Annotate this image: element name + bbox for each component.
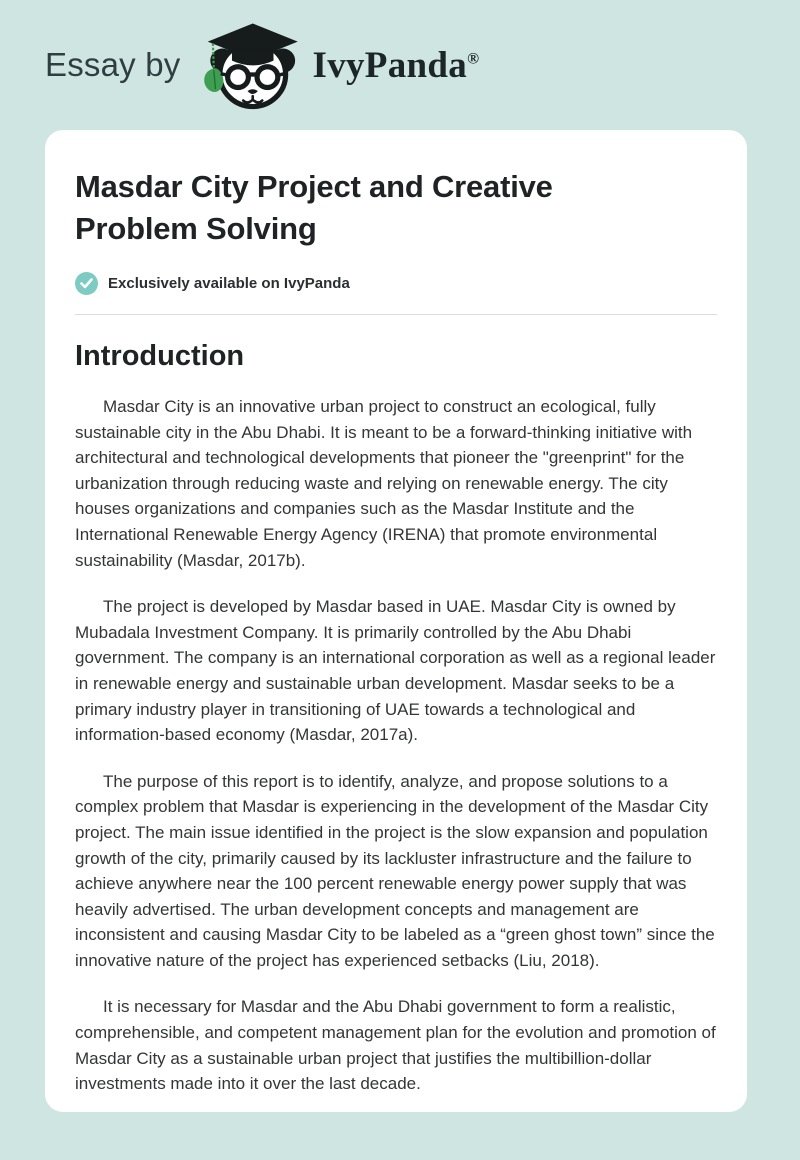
essay-body — [75, 394, 717, 1097]
paragraph-2: The project is developed by Masdar based in UAE. Masdar City is owned by Mubadala Investment Company. It is primarily controlled by the Abu Dhabi government. The company is an international corporation as well as a regional leader in renewable energy and sustainable urban development. Masdar seeks to be a primary industry player in transitioning of UAE towards a technological and information-based economy (Masdar, 2017a). — [75, 597, 716, 745]
divider — [75, 314, 717, 315]
brand-wordmark — [313, 44, 480, 87]
panda-graduate-icon — [199, 20, 303, 110]
essay-by-label: Essay by — [45, 46, 181, 83]
registered-mark: ® — [467, 50, 480, 68]
paragraph-1: Masdar City is an innovative urban project to construct an ecological, fully sustainable city in the Abu Dhabi. It is meant to be a forward-thinking initiative with architectural and technological developments that pioneer the "greenprint" for the urbanization through reducing waste and relying on renewable energy. The city houses organizations and companies such as the Masdar Institute and the International Renewable Energy Agency (IRENA) that promote environmental sustainability (Masdar, 2017b). — [75, 397, 693, 570]
essay-card — [45, 130, 747, 1112]
check-icon — [75, 272, 98, 295]
brand-text: IvyPanda — [312, 44, 468, 86]
exclusive-badge — [75, 272, 717, 295]
paragraph-4: It is necessary for Masdar and the Abu Dhabi government to form a realistic, comprehensible, and competent management plan for the evolution and promotion of Masdar City as a sustainable urban project that justifies the multibillion-dollar investments made into it over the last decade. — [75, 997, 716, 1094]
paragraph-3: The purpose of this report is to identify, analyze, and propose solutions to a complex problem that Masdar is experiencing in the development of the Masdar City project. The main issue identified in the project is the slow expansion and population growth of the city, primarily caused by its lackluster infrastructure and the failure to achieve anywhere near the 100 percent renewable energy power supply that was heavily advertised. The urban development concepts and management are inconsistent and causing Masdar City to be labeled as a “green ghost town” since the innovative nature of the project has experienced setbacks (Liu, 2018). — [75, 771, 715, 970]
exclusive-badge-label: Exclusively available on IvyPanda — [108, 275, 350, 292]
section-heading-introduction: Introduction — [75, 340, 245, 372]
page-title: Masdar City Project and Creative Problem Solving — [75, 169, 553, 246]
brand-header — [0, 0, 800, 104]
